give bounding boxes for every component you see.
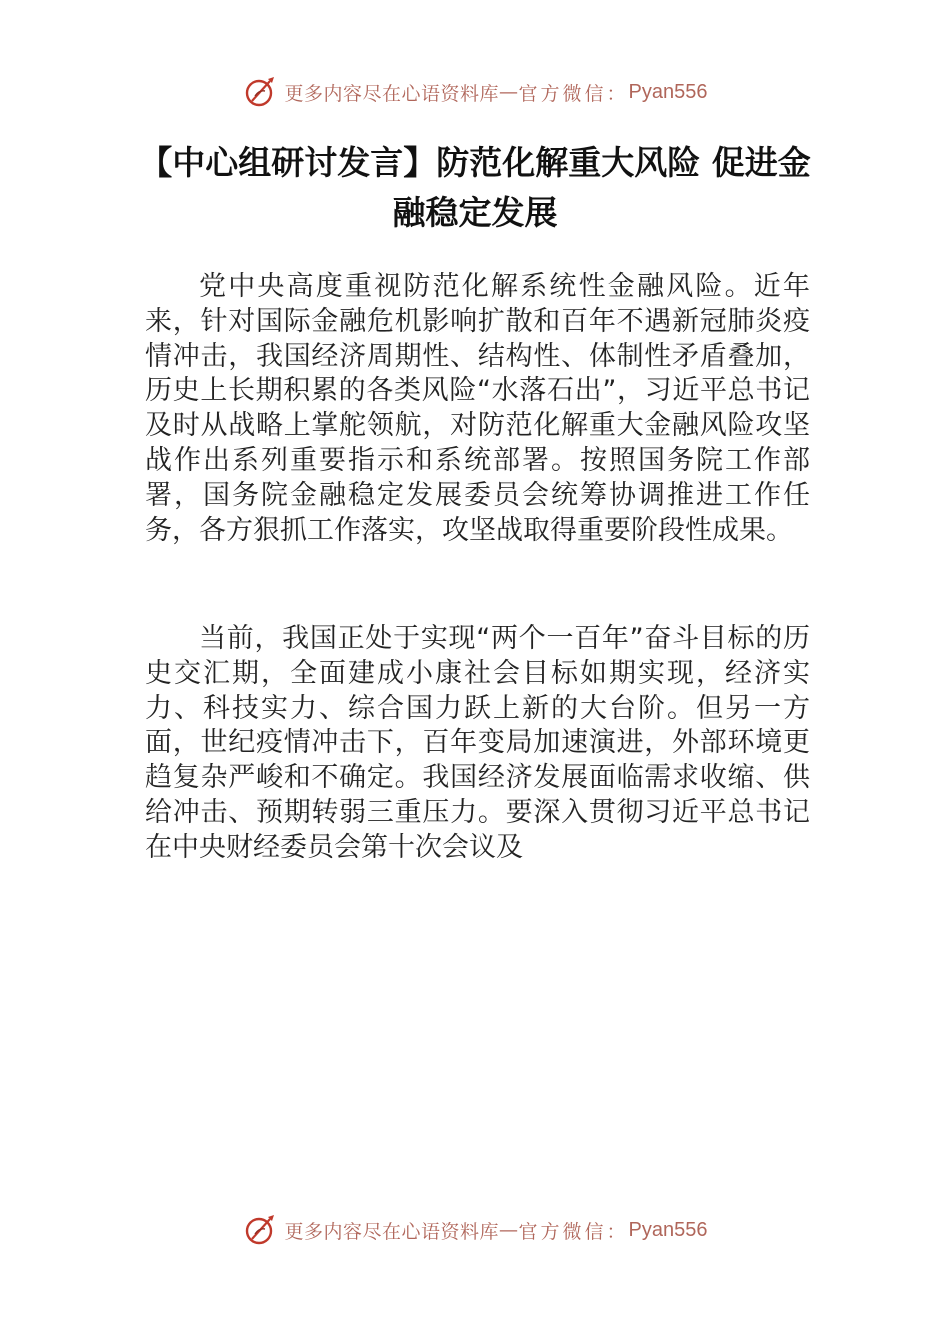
banner-wechat-id: Pyan556 [628,80,708,103]
footer-banner [0,1208,950,1252]
banner-separator: — [499,81,519,103]
banner-separator: — [499,1219,519,1241]
body-paragraph-1: 党中央高度重视防范化解系统性金融风险。近年来，针对国际金融危机影响扩散和百年不遇新冠肺炎疫情冲击，我国经济周期性、结构性、体制性矛盾叠加，历史上长期积累的各类风险“水落石出”，习近平总书记及时从战略上掌舵领航，对防范化解重大金融风险攻坚战作出系列重要指示和系统部署。按照国务院工作部署，国务院金融稳定发展委员会统筹协调推进工作任务，各方狠抓工作落实，攻坚战取得重要阶段性成果。 [145,271,810,546]
pen-nib-logo-icon [243,74,279,110]
banner-sub-text: 官方微信： [518,82,629,105]
banner-wechat-id: Pyan556 [628,1218,708,1241]
banner-main-text: 更多内容尽在心语资料库 [284,1220,500,1243]
banner-sub-text: 官方微信： [518,1220,629,1243]
pen-nib-logo-icon [243,1212,279,1248]
body-paragraph-2: 当前，我国正处于实现“两个一百年”奋斗目标的历史交汇期，全面建成小康社会目标如期实现，经济实力、科技实力、综合国力跃上新的大台阶。但另一方面，世纪疫情冲击下，百年变局加速演进，外部环境更趋复杂严峻和不确定。我国经济发展面临需求收缩、供给冲击、预期转弱三重压力。要深入贯彻习近平总书记在中央财经委员会第十次会议及 [145,623,810,863]
header-banner [0,70,950,114]
banner-main-text: 更多内容尽在心语资料库 [284,82,500,105]
document-title: 【中心组研讨发言】防范化解重大风险 促进金融稳定发展 [139,143,811,232]
